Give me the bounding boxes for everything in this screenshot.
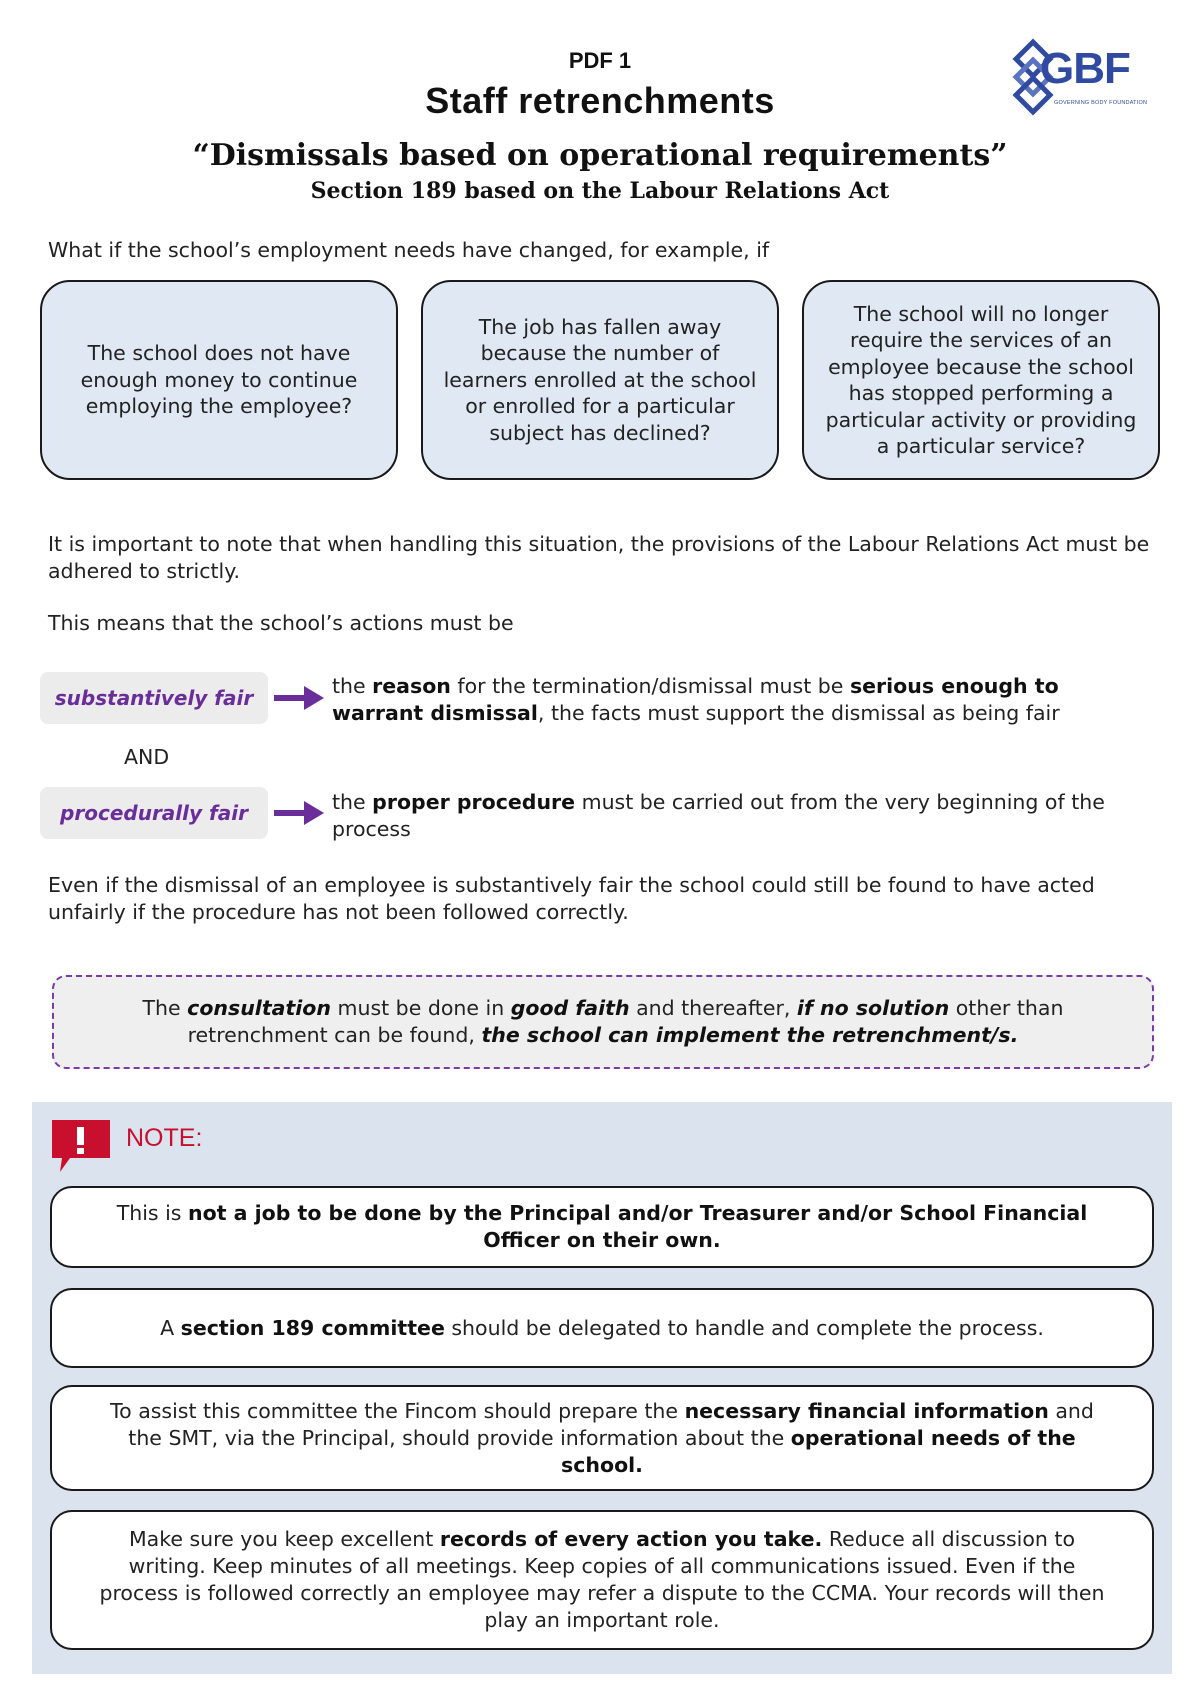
- scenario-box: [802, 280, 1160, 480]
- means-text: This means that the school’s actions must be: [48, 611, 514, 635]
- even-if-text: Even if the dismissal of an employee is substantively fair the school could still be found to have acted unfairly if the procedure has not been followed correctly.: [48, 873, 1095, 924]
- pdf-label: PDF 1: [568, 48, 632, 73]
- logo-text: GBF: [1040, 44, 1130, 93]
- note-title: NOTE:: [126, 1124, 203, 1152]
- page-title: Staff retrenchments: [425, 80, 775, 121]
- alert-icon: [50, 1118, 112, 1174]
- consultation-box: [52, 975, 1154, 1069]
- intro-text: What if the school’s employment needs have changed, for example, if: [48, 238, 770, 262]
- substantively-fair-label: substantively fair: [40, 672, 268, 724]
- scenario-text: The school does not have enough money to continue employing the employee?: [80, 341, 358, 419]
- note-box: [50, 1288, 1154, 1368]
- page-subtitle-section: Section 189 based on the Labour Relations Act: [310, 178, 890, 204]
- arrow-right-icon: [274, 686, 324, 710]
- gbf-logo: [1010, 38, 1160, 120]
- procedural-definition: the proper procedure must be carried out from the very beginning of the process: [332, 790, 1105, 841]
- page-subtitle: “Dismissals based on operational requirements”: [192, 138, 1008, 173]
- procedurally-fair-label: procedurally fair: [40, 787, 268, 839]
- important-text: It is important to note that when handling this situation, the provisions of the Labour Relations Act must be adhered to strictly.: [48, 532, 1150, 583]
- scenario-box: [40, 280, 398, 480]
- scenario-box: [421, 280, 779, 480]
- arrow-right-icon: [274, 801, 324, 825]
- note-box: [50, 1510, 1154, 1650]
- note-box-text: A section 189 committee should be delegated to handle and complete the process.: [160, 1315, 1044, 1340]
- note-box-text: To assist this committee the Fincom should prepare the necessary financial information and the SMT, via the Principal, should provide information about the operational needs of the school.: [110, 1398, 1094, 1477]
- substantive-definition: the reason for the termination/dismissal must be serious enough to warrant dismissal, the facts must support the dismissal as being fair: [332, 674, 1060, 725]
- note-box-text: This is not a job to be done by the Principal and/or Treasurer and/or School Financial Officer on their own.: [116, 1201, 1088, 1252]
- logo-tagline: GOVERNING BODY FOUNDATION: [1054, 100, 1148, 106]
- note-box: [50, 1385, 1154, 1491]
- note-box-text: Make sure you keep excellent records of every action you take. Reduce all discussion to writing. Keep minutes of all meetings. Keep copies of all communications issued. Even if the process is followed correctly an employee may refer a dispute to the CCMA. Your records will then play an important role.: [99, 1527, 1105, 1632]
- note-box: [50, 1186, 1154, 1268]
- scenario-text: The job has fallen away because the number of learners enrolled at the school or enrolled for a particular subject has declined?: [443, 314, 757, 445]
- and-text: AND: [124, 745, 170, 769]
- consultation-text: The consultation must be done in good faith and thereafter, if no solution other than retrenchment can be found, the school can implement the retrenchment/s.: [142, 996, 1064, 1047]
- scenario-text: The school will no longer require the services of an employee because the school has stopped performing a particular activity or providing a particular service?: [825, 301, 1137, 458]
